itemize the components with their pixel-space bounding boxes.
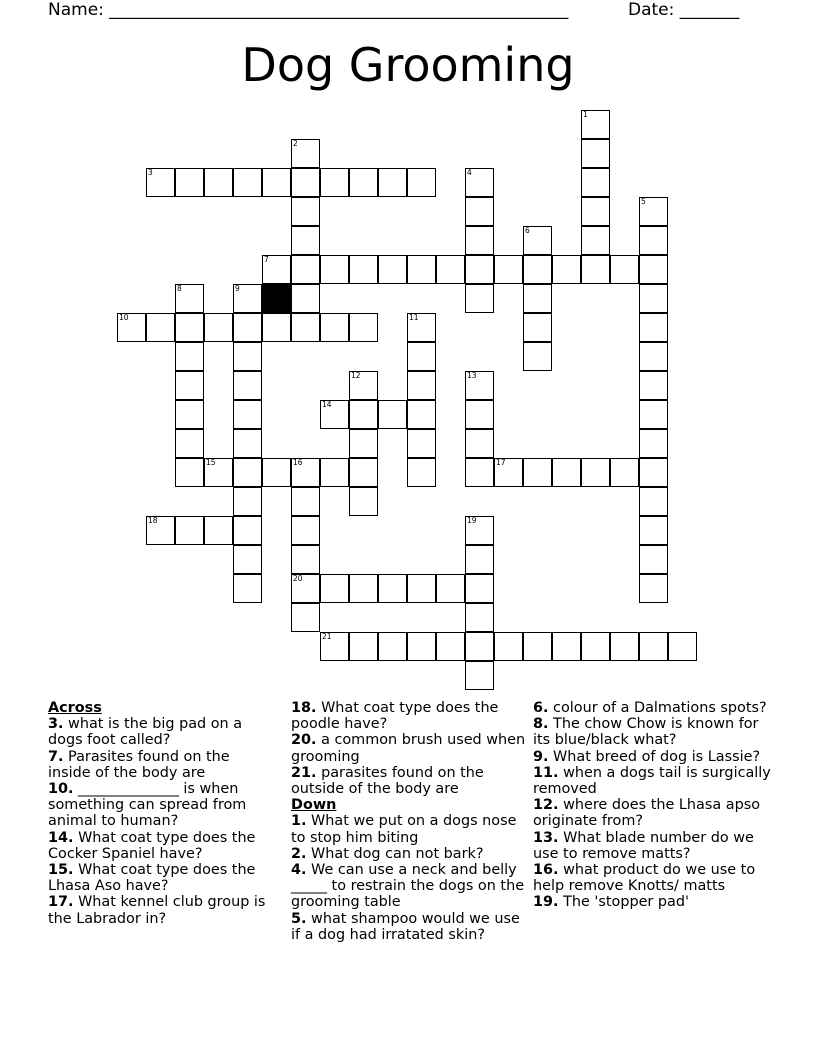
clue-item: 15. What coat type does the Lhasa Aso have? (48, 862, 256, 895)
grid-cell[interactable] (291, 313, 320, 342)
grid-cell[interactable] (639, 371, 668, 400)
grid-cell[interactable] (233, 458, 262, 487)
grid-cell[interactable] (465, 661, 494, 690)
clue-number: 10 (119, 313, 129, 322)
section-heading: Across (48, 700, 102, 716)
grid-cell[interactable] (639, 516, 668, 545)
clue-number: 7 (264, 255, 269, 264)
grid-cell[interactable] (465, 255, 494, 284)
grid-cell[interactable] (320, 313, 349, 342)
grid-cell[interactable] (610, 458, 639, 487)
grid-cell[interactable] (233, 429, 262, 458)
grid-cell[interactable] (378, 400, 407, 429)
grid-cell[interactable] (233, 545, 262, 574)
grid-cell[interactable] (465, 197, 494, 226)
grid-cell[interactable] (146, 168, 175, 197)
grid-cell[interactable] (465, 168, 494, 197)
clue-number: 13 (467, 371, 477, 380)
grid-cell[interactable] (378, 168, 407, 197)
grid-cell[interactable] (407, 400, 436, 429)
grid-cell[interactable] (523, 342, 552, 371)
grid-cell[interactable] (349, 574, 378, 603)
grid-cell[interactable] (320, 400, 349, 429)
clue-item: 14. What coat type does the Cocker Spaniel have? (48, 829, 256, 862)
grid-cell[interactable] (175, 458, 204, 487)
page-title: Dog Grooming (241, 38, 575, 92)
grid-cell[interactable] (204, 458, 233, 487)
grid-cell[interactable] (146, 516, 175, 545)
clue-item: 17. What kennel club group is the Labrador in? (48, 894, 266, 927)
grid-cell[interactable] (291, 545, 320, 574)
grid-cell[interactable] (320, 458, 349, 487)
grid-cell[interactable] (436, 632, 465, 661)
clue-item: 19. The 'stopper pad' (533, 894, 689, 911)
grid-cell[interactable] (407, 313, 436, 342)
clue-item: 3. what is the big pad on a dogs foot called? (48, 716, 243, 749)
grid-cell[interactable] (407, 429, 436, 458)
grid-cell[interactable] (233, 313, 262, 342)
grid-cell[interactable] (349, 168, 378, 197)
clue-item: 4. We can use a neck and belly _____ to restrain the dogs on the grooming table (291, 862, 525, 911)
grid-cell[interactable] (639, 226, 668, 255)
grid-cell[interactable] (175, 400, 204, 429)
grid-cell[interactable] (639, 487, 668, 516)
grid-cell[interactable] (494, 632, 523, 661)
grid-cell[interactable] (349, 458, 378, 487)
grid-cell[interactable] (175, 168, 204, 197)
clue-number: 19 (467, 516, 477, 525)
grid-cell[interactable] (233, 168, 262, 197)
grid-cell[interactable] (407, 632, 436, 661)
grid-cell[interactable] (291, 603, 320, 632)
grid-cell[interactable] (233, 574, 262, 603)
grid-cell[interactable] (262, 168, 291, 197)
grid-cell[interactable] (262, 255, 291, 284)
grid-cell[interactable] (639, 429, 668, 458)
grid-cell[interactable] (291, 516, 320, 545)
grid-cell[interactable] (204, 516, 233, 545)
grid-cell[interactable] (291, 226, 320, 255)
grid-cell[interactable] (581, 197, 610, 226)
grid-cell[interactable] (639, 313, 668, 342)
clue-number: 5 (641, 197, 646, 206)
grid-cell[interactable] (581, 110, 610, 139)
clue-item: 18. What coat type does the poodle have? (291, 700, 499, 733)
grid-cell[interactable] (581, 168, 610, 197)
grid-cell[interactable] (552, 255, 581, 284)
grid-cell[interactable] (465, 284, 494, 313)
grid-cell[interactable] (349, 632, 378, 661)
grid-cell[interactable] (233, 371, 262, 400)
clue-number: 6 (525, 226, 530, 235)
clue-item: 21. parasites found on the outside of the body are (291, 764, 484, 798)
grid-cell[interactable] (146, 313, 175, 342)
grid-cell[interactable] (465, 371, 494, 400)
grid-cell[interactable] (523, 632, 552, 661)
name-field-label: Name: ______________________________________________________ (48, 0, 569, 20)
clue-number: 16 (293, 458, 303, 467)
grid-cell[interactable] (465, 545, 494, 574)
grid-cell[interactable] (175, 284, 204, 313)
grid-cell[interactable] (523, 284, 552, 313)
grid-cell[interactable] (233, 516, 262, 545)
grid-cell[interactable] (581, 226, 610, 255)
grid-cell[interactable] (465, 603, 494, 632)
grid-cell[interactable] (233, 400, 262, 429)
grid-cell[interactable] (436, 255, 465, 284)
grid-cell[interactable] (349, 429, 378, 458)
grid-cell[interactable] (320, 168, 349, 197)
clue-number: 14 (322, 400, 332, 409)
grid-cell[interactable] (349, 313, 378, 342)
grid-cell[interactable] (175, 342, 204, 371)
clue-number: 20 (293, 574, 303, 583)
grid-cell[interactable] (407, 574, 436, 603)
clue-number: 3 (148, 168, 153, 177)
clue-item: 1. What we put on a dogs nose to stop him biting (291, 813, 517, 846)
grid-cell[interactable] (291, 197, 320, 226)
grid-cell[interactable] (204, 168, 233, 197)
clue-number: 11 (409, 313, 419, 322)
clue-number: 2 (293, 139, 298, 148)
clue-item: 16. what product do we use to help remove Knotts/ matts (533, 862, 756, 895)
grid-cell[interactable] (291, 574, 320, 603)
clue-number: 1 (583, 110, 588, 119)
section-heading: Down (291, 797, 337, 814)
clue-item: 12. where does the Lhasa apso originate from? (533, 797, 761, 830)
grid-cell[interactable] (639, 284, 668, 313)
grid-cell[interactable] (262, 313, 291, 342)
grid-cell[interactable] (465, 516, 494, 545)
grid-cell[interactable] (233, 342, 262, 371)
clue-item: 13. What blade number do we use to remove matts? (533, 829, 754, 862)
grid-cell[interactable] (639, 632, 668, 661)
grid-cell[interactable] (465, 574, 494, 603)
grid-cell[interactable] (407, 168, 436, 197)
grid-cell[interactable] (494, 255, 523, 284)
clue-number: 8 (177, 284, 182, 293)
grid-cell[interactable] (378, 632, 407, 661)
grid-cell[interactable] (639, 197, 668, 226)
grid-cell[interactable] (465, 632, 494, 661)
grid-cell[interactable] (175, 429, 204, 458)
grid-cell[interactable] (175, 516, 204, 545)
grid-cell[interactable] (639, 458, 668, 487)
grid-cell[interactable] (639, 342, 668, 371)
clue-number: 4 (467, 168, 472, 177)
date-field-label: Date: _______ (628, 0, 740, 20)
grid-cell[interactable] (581, 139, 610, 168)
clue-number: 17 (496, 458, 506, 467)
grid-cell[interactable] (523, 226, 552, 255)
grid-cell[interactable] (668, 632, 697, 661)
grid-cell[interactable] (175, 313, 204, 342)
grid-cell[interactable] (233, 284, 262, 313)
grid-cell[interactable] (465, 400, 494, 429)
clue-item: 7. Parasites found on the inside of the body are (48, 748, 230, 781)
grid-cell[interactable] (320, 632, 349, 661)
grid-cell[interactable] (291, 139, 320, 168)
clue-item: 9. What breed of dog is Lassie? (533, 748, 761, 765)
grid-cell[interactable] (320, 255, 349, 284)
grid-cell[interactable] (610, 255, 639, 284)
grid-cell[interactable] (291, 168, 320, 197)
grid-cell[interactable] (204, 313, 233, 342)
clue-number: 18 (148, 516, 158, 525)
grid-cell[interactable] (175, 371, 204, 400)
grid-cell[interactable] (552, 458, 581, 487)
grid-cell[interactable] (436, 574, 465, 603)
grid-cell[interactable] (581, 632, 610, 661)
grid-cell[interactable] (291, 284, 320, 313)
clue-item: 11. when a dogs tail is surgically removed (533, 764, 771, 798)
grid-cell[interactable] (639, 545, 668, 574)
grid-cell[interactable] (407, 458, 436, 487)
grid-cell[interactable] (349, 371, 378, 400)
clue-item: 5. what shampoo would we use if a dog had irratated skin? (291, 910, 520, 943)
grid-cell[interactable] (639, 255, 668, 284)
grid-cell[interactable] (349, 487, 378, 516)
grid-cell[interactable] (262, 458, 291, 487)
grid-cell[interactable] (117, 313, 146, 342)
grid-cell[interactable] (523, 313, 552, 342)
grid-cell[interactable] (581, 458, 610, 487)
grid-cell[interactable] (378, 255, 407, 284)
grid-cell[interactable] (349, 400, 378, 429)
clue-number: 9 (235, 284, 240, 293)
clue-number: 15 (206, 458, 216, 467)
clue-item: 2. What dog can not bark? (291, 845, 484, 862)
grid-cell[interactable] (291, 458, 320, 487)
clue-item: 20. a common brush used when grooming (291, 732, 526, 765)
grid-cell[interactable] (291, 255, 320, 284)
grid-cell[interactable] (610, 632, 639, 661)
clue-column-2 (291, 700, 527, 943)
clue-item: 8. The chow Chow is known for its blue/black what? (533, 716, 759, 749)
grid-cell[interactable] (494, 458, 523, 487)
clue-column-3 (533, 700, 773, 911)
clue-number: 21 (322, 632, 332, 641)
clue-column-1 (48, 700, 276, 927)
grid-cell[interactable] (407, 255, 436, 284)
grid-cell[interactable] (233, 487, 262, 516)
grid-cell[interactable] (465, 429, 494, 458)
clue-item: 10. ______________ is when something can spread from animal to human? (48, 781, 247, 830)
grid-cell[interactable] (465, 226, 494, 255)
grid-cell[interactable] (407, 371, 436, 400)
grid-cell[interactable] (349, 255, 378, 284)
grid-cell[interactable] (523, 255, 552, 284)
grid-cell[interactable] (639, 400, 668, 429)
clue-number: 12 (351, 371, 361, 380)
black-square (262, 284, 291, 313)
grid-cell[interactable] (407, 342, 436, 371)
grid-cell[interactable] (320, 574, 349, 603)
clue-item: 6. colour of a Dalmations spots? (533, 700, 767, 716)
grid-cell[interactable] (639, 574, 668, 603)
grid-cell[interactable] (523, 458, 552, 487)
grid-cell[interactable] (552, 632, 581, 661)
grid-cell[interactable] (291, 487, 320, 516)
grid-cell[interactable] (465, 458, 494, 487)
grid-cell[interactable] (581, 255, 610, 284)
grid-cell[interactable] (378, 574, 407, 603)
